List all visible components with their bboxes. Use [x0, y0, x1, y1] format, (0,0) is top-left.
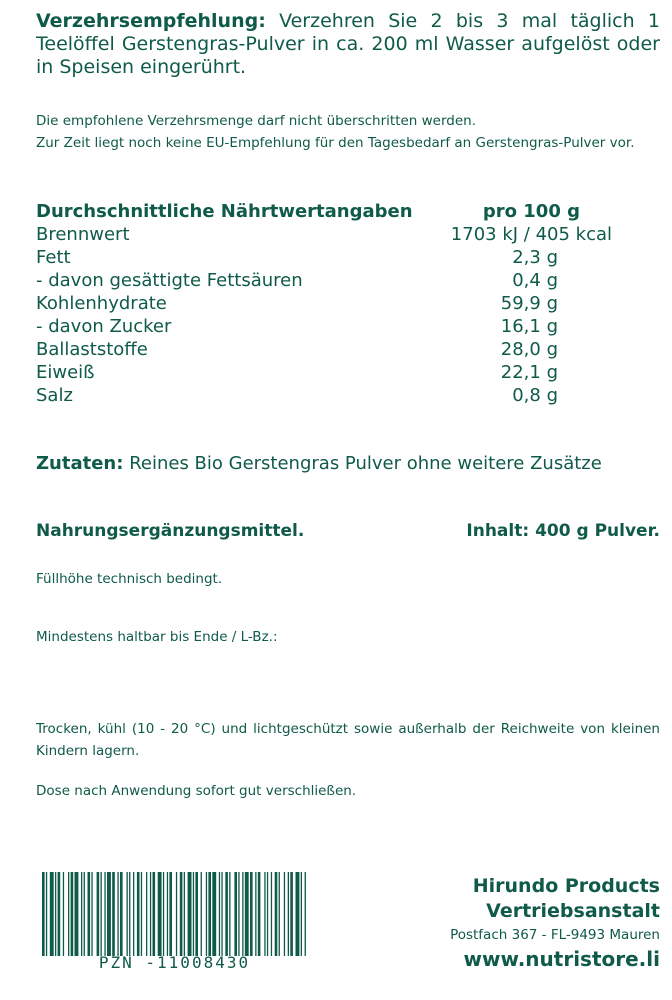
barcode-bar [225, 872, 228, 956]
barcode-bar [188, 872, 192, 956]
recommendation-label: Verzehrsempfehlung: [36, 10, 266, 32]
barcode-bar [84, 872, 85, 956]
barcode-bar [42, 872, 45, 956]
nutrition-row [36, 338, 660, 361]
barcode-bar [234, 872, 237, 956]
barcode-bar [279, 872, 280, 956]
barcode-bar [290, 872, 293, 956]
barcode-bar [267, 872, 268, 956]
barcode-bar [55, 872, 56, 956]
recommendation-text: Verzehren Sie 2 bis 3 mal täglich 1 Teelöffel Gerstengras-Pulver in ca. 200 ml Wasser aufgelöst oder in Speisen eingerührt. [36, 10, 660, 78]
company-website[interactable]: www.nutristore.li [463, 947, 660, 971]
consumption-recommendation [36, 10, 660, 79]
barcode-bar [146, 872, 147, 956]
barcode-bar [208, 872, 211, 956]
nutrition-row [36, 292, 660, 315]
nutrition-row [36, 246, 660, 269]
nutrition-header-label: Durchschnittliche Nährtwertangaben [36, 201, 413, 222]
closing-note: Dose nach Anwendung sofort gut verschließen. [36, 783, 357, 799]
barcode-bar [180, 872, 183, 956]
barcode-bar [193, 872, 194, 956]
barcode-bar [104, 872, 105, 956]
category-label: Nahrungsergänzungsmittel. [36, 521, 305, 541]
barcode-bar [242, 872, 243, 956]
barcode-bar [97, 872, 100, 956]
barcode-bar [255, 872, 256, 956]
nutrient-value: 22,1 g [500, 362, 558, 383]
barcode-bar [137, 872, 140, 956]
barcode-bar [63, 872, 64, 956]
barcode-bar [176, 872, 177, 956]
product-category [36, 520, 660, 543]
note-max-dose: Die empfohlene Verzehrsmenge darf nicht überschritten werden. [36, 113, 477, 129]
barcode-bar [91, 872, 92, 956]
nutrient-value: 0,4 g [512, 270, 558, 291]
ingredients-text: Reines Bio Gerstengras Pulver ohne weitere Zusätze [129, 453, 602, 474]
nutrition-header [36, 200, 660, 223]
barcode-bar [288, 872, 289, 956]
nutrient-label: Salz [36, 385, 73, 406]
nutrient-label: Ballaststoffe [36, 339, 148, 360]
notes [36, 110, 660, 154]
barcode-bar [258, 872, 261, 956]
nutrient-label: Eiweiß [36, 362, 95, 383]
barcode-bar [153, 872, 156, 956]
barcode-bar [250, 872, 253, 956]
storage-note: Trocken, kühl (10 - 20 °C) und lichtgeschützt sowie außerhalb der Reichweite von kleinen Kindern lagern. [36, 721, 660, 759]
barcode-bar [101, 872, 102, 956]
barcode-bar [81, 872, 82, 956]
fill-level-note: Füllhöhe technisch bedingt. [36, 571, 223, 587]
barcode-bar [46, 872, 47, 956]
barcode-bar [206, 872, 207, 956]
barcode-bar [284, 872, 285, 956]
company-info [450, 874, 660, 972]
barcode-bar [141, 872, 142, 956]
nutrient-value: 0,8 g [512, 385, 558, 406]
content-amount: Inhalt: 400 g Pulver. [466, 521, 660, 541]
barcode-bar [167, 872, 168, 956]
barcode-bar [112, 872, 115, 956]
barcode-bar [58, 872, 61, 956]
barcode-bar [238, 872, 239, 956]
barcode-bar [150, 872, 151, 956]
barcode-bar [50, 872, 54, 956]
barcode-bar [296, 872, 300, 956]
ingredients-label: Zutaten: [36, 453, 124, 474]
nutrient-label: - davon Zucker [36, 316, 172, 337]
barcode-image [42, 872, 307, 956]
nutrient-label: Brennwert [36, 224, 130, 245]
nutrient-value: 16,1 g [500, 316, 558, 337]
nutrient-label: Kohlenhydrate [36, 293, 167, 314]
barcode-bar [129, 872, 130, 956]
nutrient-label: - davon gesättigte Fettsäuren [36, 270, 303, 291]
barcode-bar [120, 872, 123, 956]
barcode-bar [163, 872, 164, 956]
company-type: Vertriebsanstalt [486, 900, 660, 922]
barcode-bar [212, 872, 216, 956]
barcode-bar [264, 872, 265, 956]
nutrient-label: Fett [36, 247, 71, 268]
barcode-bar [68, 872, 69, 956]
nutrition-row [36, 223, 660, 246]
barcode-bar [184, 872, 185, 956]
barcode-bar [229, 872, 230, 956]
barcode-bar [221, 872, 222, 956]
barcode-bar [107, 872, 111, 956]
barcode-bar [133, 872, 134, 956]
barcode-bar [219, 872, 220, 956]
barcode-bar [117, 872, 118, 956]
note-eu-recommendation: Zur Zeit liegt noch keine EU-Empfehlung für den Tagesbedarf an Gerstengras-Pulver vor. [36, 135, 635, 151]
nutrition-row [36, 384, 660, 407]
nutrient-value: 1703 kJ / 405 kcal [450, 224, 612, 245]
barcode-bar [169, 872, 172, 956]
nutrition-row [36, 361, 660, 384]
best-before-note: Mindestens haltbar bis Ende / L-Bz.: [36, 629, 278, 645]
nutrition-row [36, 315, 660, 338]
barcode-bar [71, 872, 74, 956]
barcode-number: PZN -11008430 [98, 953, 251, 972]
nutrition-header-value: pro 100 g [482, 201, 580, 222]
barcode-bar [275, 872, 278, 956]
barcode-bar [127, 872, 128, 956]
barcode-bar [195, 872, 198, 956]
barcode-bar [301, 872, 302, 956]
nutrient-value: 59,9 g [500, 293, 558, 314]
barcode-bar [271, 872, 272, 956]
barcode-bar [245, 872, 249, 956]
nutrient-value: 2,3 g [512, 247, 558, 268]
company-name: Hirundo Products [472, 875, 660, 897]
barcode-bar [88, 872, 91, 956]
ingredients [36, 452, 660, 475]
nutrition-row [36, 269, 660, 292]
nutrition-table [36, 200, 660, 407]
barcode-bar [75, 872, 79, 956]
company-address: Postfach 367 - FL-9493 Mauren [450, 927, 660, 943]
barcode-bar [201, 872, 202, 956]
barcode-bar [305, 872, 306, 956]
nutrient-value: 28,0 g [500, 339, 558, 360]
barcode-bar [158, 872, 162, 956]
